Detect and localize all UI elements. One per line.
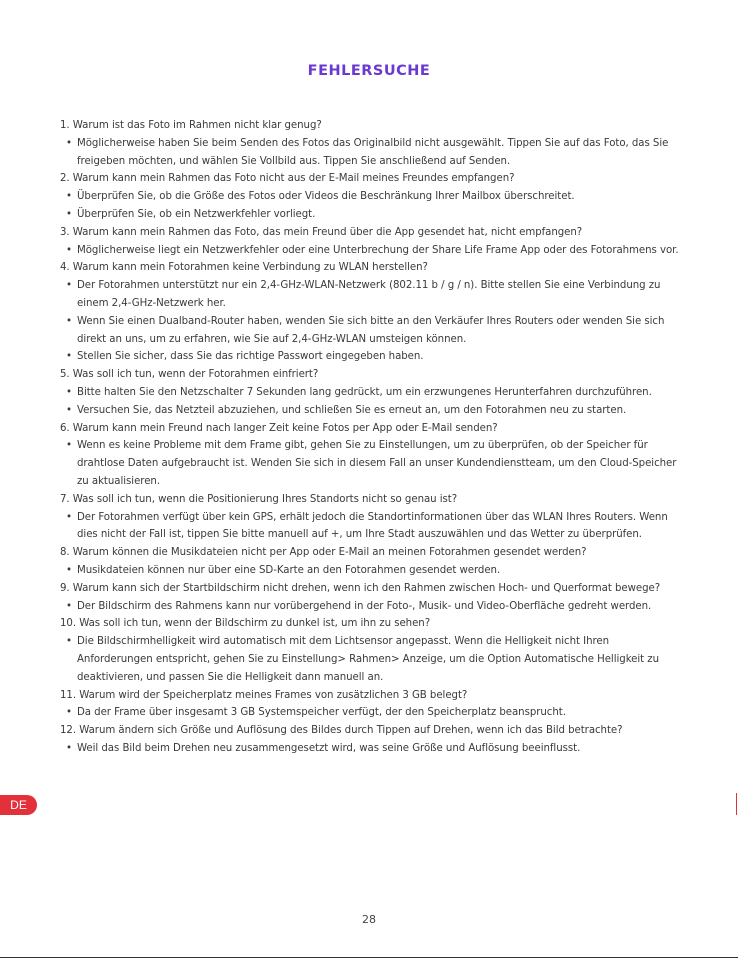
page-title: FEHLERSUCHE bbox=[307, 63, 431, 79]
faq-answer bbox=[60, 598, 685, 616]
faq-answer bbox=[60, 402, 685, 420]
bullet-icon: • bbox=[66, 191, 72, 203]
faq-answer bbox=[60, 384, 685, 402]
faq-question: 4. Warum kann mein Fotorahmen keine Verbindung zu WLAN herstellen? bbox=[60, 262, 428, 274]
faq-answer-text: Musikdateien können nur über eine SD-Karte an den Fotorahmen gesendet werden. bbox=[77, 564, 501, 576]
bullet-icon: • bbox=[66, 636, 72, 648]
faq-answer-text: Möglicherweise liegt ein Netzwerkfehler oder eine Unterbrechung der Share Life Frame App oder des Fotorahmens vor. bbox=[77, 244, 679, 256]
bullet-icon: • bbox=[66, 351, 72, 363]
faq-question: 7. Was soll ich tun, wenn die Positionierung Ihres Standorts nicht so genau ist? bbox=[60, 493, 458, 505]
bullet-icon: • bbox=[66, 707, 72, 719]
bullet-icon: • bbox=[66, 280, 72, 292]
faq-answer-text: Da der Frame über insgesamt 3 GB Systemspeicher verfügt, der den Speicherplatz beansprucht. bbox=[77, 707, 566, 719]
bullet-icon: • bbox=[66, 440, 72, 452]
faq-answer-text: Möglicherweise haben Sie beim Senden des Fotos das Originalbild nicht ausgewählt. Tippen Sie auf das Foto, das Sie freigeben möchten, und wählen Sie Vollbild aus. Tippen Sie anschließend auf Senden. bbox=[77, 137, 669, 167]
bullet-icon: • bbox=[66, 244, 72, 256]
faq-question: 10. Was soll ich tun, wenn der Bildschirm zu dunkel ist, um ihn zu sehen? bbox=[60, 618, 431, 630]
faq-question: 6. Warum kann mein Freund nach langer Zeit keine Fotos per App oder E-Mail senden? bbox=[60, 422, 498, 434]
faq-answer-text: Der Fotorahmen unterstützt nur ein 2,4-GHz-WLAN-Netzwerk (802.11 b / g / n). Bitte stellen Sie eine Verbindung zu einem 2,4-GHz-Netzwerk her. bbox=[77, 280, 661, 309]
faq-answer bbox=[60, 188, 685, 206]
bullet-icon: • bbox=[66, 600, 72, 612]
faq-answer-text: Die Bildschirmhelligkeit wird automatisch mit dem Lichtsensor angepasst. Wenn die Helligkeit nicht Ihren Anforderungen entspricht, gehen Sie zu Einstellung> Rahmen> Anzeige, um die Option Automatische Helligkeit zu deaktivieren, und passen Sie die Helligkeit dann manuell an. bbox=[77, 636, 660, 683]
faq-answer bbox=[60, 242, 685, 260]
faq-answer bbox=[60, 562, 685, 580]
faq-answer-text: Überprüfen Sie, ob die Größe des Fotos oder Videos die Beschränkung Ihrer Mailbox überschreitet. bbox=[77, 191, 575, 203]
faq-answer-text: Wenn Sie einen Dualband-Router haben, wenden Sie sich bitte an den Verkäufer Ihres Routers oder wenden Sie sich direkt an uns, um zu erfahren, wie Sie auf 2,4-GHz-WLAN umsteigen können. bbox=[77, 315, 665, 345]
bullet-icon: • bbox=[66, 742, 72, 754]
faq-question: 9. Warum kann sich der Startbildschirm nicht drehen, wenn ich den Rahmen zwischen Hoch- und Querformat bewege? bbox=[60, 582, 661, 594]
bullet-icon: • bbox=[66, 208, 72, 220]
faq-answer-text: Stellen Sie sicher, dass Sie das richtige Passwort eingegeben haben. bbox=[77, 351, 424, 363]
faq-answer-text: Der Bildschirm des Rahmens kann nur vorübergehend in der Foto-, Musik- und Video-Oberfläche gedreht werden. bbox=[77, 600, 652, 612]
faq-answer bbox=[60, 704, 685, 722]
faq-answer-text: Versuchen Sie, das Netzteil abzuziehen, und schließen Sie es erneut an, um den Fotorahmen neu zu starten. bbox=[77, 404, 627, 416]
faq-question: 1. Warum ist das Foto im Rahmen nicht klar genug? bbox=[60, 120, 322, 131]
faq-answer bbox=[60, 313, 685, 349]
bullet-icon: • bbox=[66, 404, 72, 416]
faq-question: 3. Warum kann mein Rahmen das Foto, das mein Freund über die App gesendet hat, nicht empfangen? bbox=[60, 226, 583, 238]
faq-answer-text: Überprüfen Sie, ob ein Netzwerkfehler vorliegt. bbox=[77, 208, 316, 220]
faq-list bbox=[60, 117, 685, 758]
bullet-icon: • bbox=[66, 511, 72, 523]
bullet-icon: • bbox=[66, 137, 72, 149]
faq-answer bbox=[60, 509, 685, 545]
faq-answer bbox=[60, 277, 685, 313]
language-tab: DE bbox=[0, 795, 37, 815]
faq-answer bbox=[60, 740, 685, 758]
faq-answer-text: Weil das Bild beim Drehen neu zusammengesetzt wird, was seine Größe und Auflösung beeinflusst. bbox=[77, 742, 581, 754]
faq-question: 5. Was soll ich tun, wenn der Fotorahmen einfriert? bbox=[60, 369, 319, 381]
page-number: 28 bbox=[362, 913, 376, 926]
faq-question: 2. Warum kann mein Rahmen das Foto nicht aus der E-Mail meines Freundes empfangen? bbox=[60, 173, 515, 185]
faq-answer bbox=[60, 437, 685, 490]
bullet-icon: • bbox=[66, 564, 72, 576]
faq-answer bbox=[60, 135, 685, 171]
faq-question: 12. Warum ändern sich Größe und Auflösung des Bildes durch Tippen auf Drehen, wenn ich das Bild betrachte? bbox=[60, 725, 623, 737]
page-edge-marker bbox=[736, 793, 738, 815]
faq-answer bbox=[60, 348, 685, 366]
faq-answer bbox=[60, 633, 685, 686]
faq-question: 8. Warum können die Musikdateien nicht per App oder E-Mail an meinen Fotorahmen gesendet werden? bbox=[60, 547, 587, 559]
faq-answer-text: Wenn es keine Probleme mit dem Frame gibt, gehen Sie zu Einstellungen, um zu überprüfen, ob der Speicher für drahtlose Daten aufgebraucht ist. Wenden Sie sich in diesem Fall an unser Kundendienstteam, um den Cloud-Speicher zu aktualisieren. bbox=[77, 440, 677, 487]
bottom-divider bbox=[0, 957, 738, 958]
faq-answer-text: Bitte halten Sie den Netzschalter 7 Sekunden lang gedrückt, um ein erzwungenes Herunterfahren durchzuführen. bbox=[77, 386, 652, 398]
faq-question: 11. Warum wird der Speicherplatz meines Frames von zusätzlichen 3 GB belegt? bbox=[60, 689, 468, 701]
bullet-icon: • bbox=[66, 386, 72, 398]
bullet-icon: • bbox=[66, 315, 72, 327]
faq-answer-text: Der Fotorahmen verfügt über kein GPS, erhält jedoch die Standortinformationen über das WLAN Ihres Routers. Wenn dies nicht der Fall ist, tippen Sie bitte manuell auf +, um Ihre Stadt auszuwählen und das Wetter zu überprüfen. bbox=[77, 511, 668, 541]
faq-answer bbox=[60, 206, 685, 224]
